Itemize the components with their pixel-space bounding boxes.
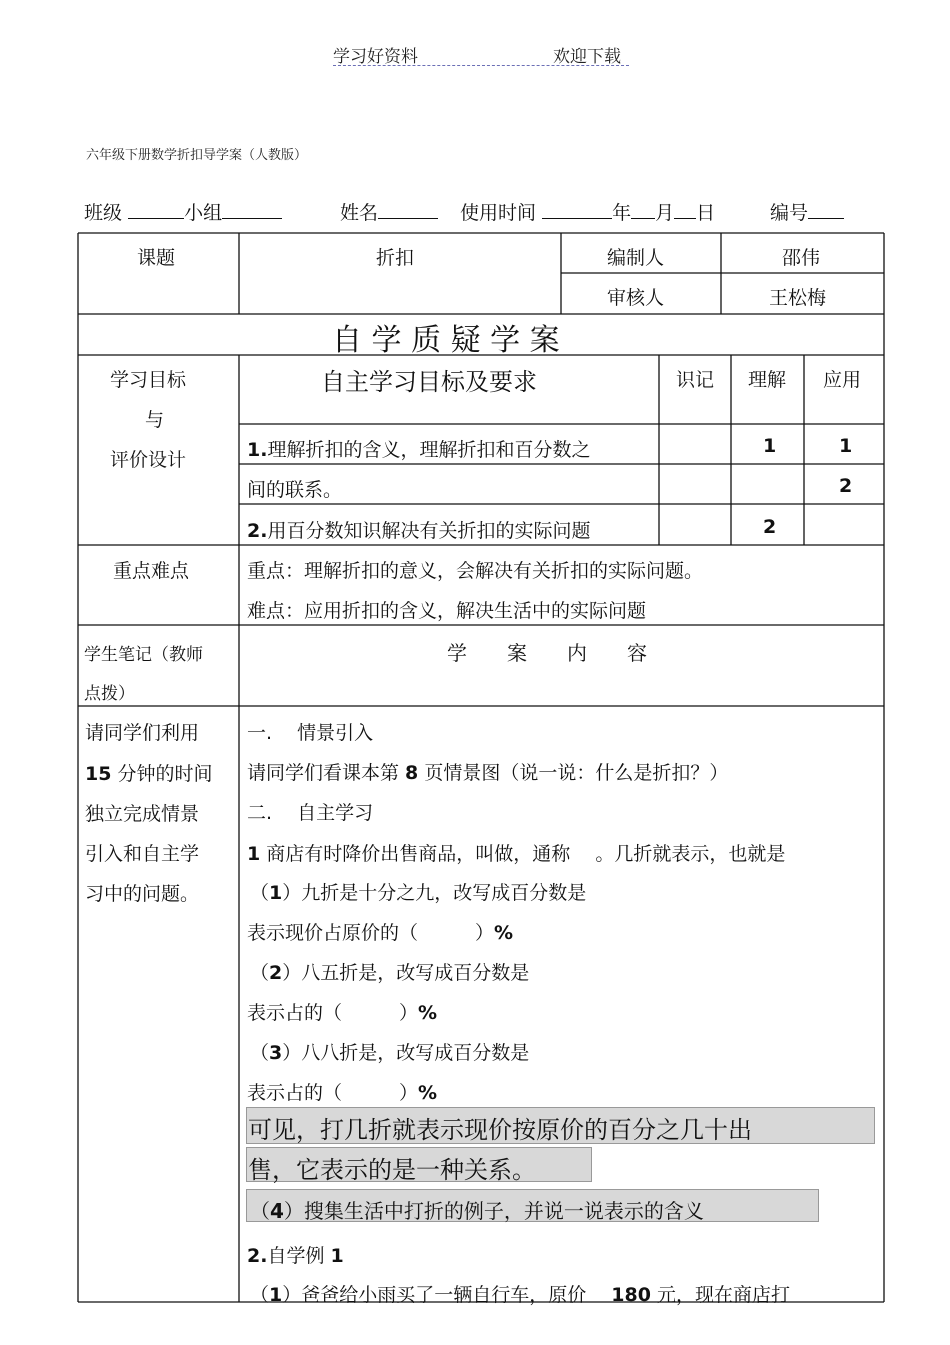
- q4-text: ）搜集生活中打折的例子，并说一说表示的含义: [283, 1199, 704, 1223]
- side-note-1: 请同学们利用: [85, 722, 200, 744]
- paragraph-1-text: 商店有时降价出售商品，叫做，通称 。几折就表示，也就是: [260, 843, 786, 865]
- key-point: 重点：理解折扣的意义，会解决有关折扣的实际问题。: [247, 560, 704, 582]
- side-note-2-text: 分钟的时间: [111, 763, 213, 785]
- day-label: 日: [696, 202, 716, 224]
- q1-num: 1: [269, 882, 283, 904]
- goal-1-line-2: 间的联系。: [247, 479, 343, 501]
- goal-2: [247, 516, 590, 543]
- year-label: 年: [612, 202, 632, 224]
- q4-open: （: [250, 1199, 270, 1223]
- highlight-box-2: [246, 1147, 592, 1182]
- question-4: [250, 1195, 704, 1224]
- goals-label-1: 学习目标: [110, 369, 187, 391]
- goal-2-understand: 2: [763, 516, 777, 538]
- name-label: 姓名: [340, 202, 379, 224]
- ex1-open: （: [250, 1284, 270, 1306]
- example-text: 自学例: [267, 1245, 331, 1267]
- goal-2-num: 2.: [247, 520, 268, 542]
- notes-label-2: 点拨）: [84, 684, 135, 704]
- example-1-text: [250, 1280, 790, 1307]
- goal-1-line-1: [247, 435, 590, 462]
- question-3: [250, 1038, 529, 1065]
- q2-num: 2: [269, 962, 283, 984]
- time-label: 使用时间: [460, 202, 537, 224]
- paragraph-1-num: 1: [247, 843, 261, 865]
- question-2-line-2: [247, 998, 437, 1025]
- key-label: 重点难点: [113, 560, 190, 582]
- q3-line2-text: 表示占的（ ）: [247, 1082, 419, 1104]
- number-label: 编号: [770, 202, 809, 224]
- question-2: [250, 958, 529, 985]
- q2-text: ）八五折是，改写成百分数是: [282, 962, 530, 984]
- q2-open: （: [250, 962, 270, 984]
- q2-line2-text: 表示占的（ ）: [247, 1002, 419, 1024]
- header-right: 欢迎下载: [553, 47, 621, 67]
- q1-text: ）九折是十分之九，改写成百分数是: [282, 882, 587, 904]
- col-understand: 理解: [748, 369, 787, 391]
- ex1-price: 180: [611, 1284, 651, 1306]
- topic-label: 课题: [137, 247, 176, 269]
- example-number: 1: [330, 1245, 344, 1267]
- content-title: 学 案 内 容: [447, 641, 647, 665]
- goal-1-understand: 1: [763, 435, 777, 457]
- highlight-line-2: 售，它表示的是一种关系。: [248, 1156, 536, 1184]
- q2-pct: %: [418, 1002, 438, 1024]
- question-1: [250, 878, 586, 905]
- question-3-line-2: [247, 1078, 437, 1105]
- col-apply: 应用: [823, 369, 862, 391]
- side-note-5: 习中的问题。: [85, 883, 200, 905]
- side-note-2: [85, 759, 213, 786]
- q1-open: （: [250, 882, 270, 904]
- highlight-box-1: [246, 1107, 875, 1144]
- group-label: 小组: [184, 202, 223, 224]
- notes-label-1: 学生笔记（教师: [84, 645, 203, 665]
- topic-value: 折扣: [376, 247, 415, 269]
- example-heading: [247, 1241, 344, 1268]
- q4-num: 4: [270, 1199, 284, 1223]
- section-1-page-num: 8: [405, 762, 419, 784]
- q1-line2-text: 表示现价占原价的（ ）: [247, 922, 495, 944]
- question-1-line-2: [247, 918, 513, 945]
- goal-1b-apply: 2: [839, 475, 853, 497]
- ex1-text-b: 元，现在商店打: [650, 1284, 791, 1306]
- reviewer-label: 审核人: [607, 287, 665, 309]
- section-title: 自 学 质 疑 学 案: [332, 323, 560, 358]
- q3-open: （: [250, 1042, 270, 1064]
- goals-header: 自主学习目标及要求: [321, 368, 537, 396]
- ex1-num: 1: [269, 1284, 283, 1306]
- highlight-box-3: [246, 1189, 819, 1222]
- goal-1-apply: 1: [839, 435, 853, 457]
- month-label: 月: [655, 202, 675, 224]
- q1-pct: %: [494, 922, 514, 944]
- goal-1-num: 1.: [247, 439, 268, 461]
- side-note-3: 独立完成情景: [85, 803, 200, 825]
- col-remember: 识记: [676, 369, 715, 391]
- editor-label: 编制人: [607, 247, 665, 269]
- goal-2-text: 用百分数知识解决有关折扣的实际问题: [267, 520, 591, 542]
- q3-num: 3: [269, 1042, 283, 1064]
- class-label: 班级: [84, 202, 123, 224]
- paragraph-1: [247, 839, 785, 866]
- ex1-text-a: ）爸爸给小雨买了一辆自行车，原价: [282, 1284, 612, 1306]
- goals-label-3: 评价设计: [110, 449, 187, 471]
- section-1-body-b: 页情景图（说一说：什么是折扣？）: [418, 762, 729, 784]
- example-num: 2.: [247, 1245, 268, 1267]
- goals-label-2: 与: [145, 409, 165, 431]
- goal-1-text: 理解折扣的含义，理解折扣和百分数之: [267, 439, 591, 461]
- reviewer-value: 王松梅: [769, 287, 827, 309]
- section-1-heading: 一. 情景引入: [247, 722, 374, 744]
- section-1-body: [247, 758, 728, 785]
- q3-pct: %: [418, 1082, 438, 1104]
- section-2-heading: 二. 自主学习: [247, 802, 374, 824]
- header-left: 学习好资料: [333, 47, 418, 67]
- difficult-point: 难点：应用折扣的含义，解决生活中的实际问题: [247, 600, 647, 622]
- q3-text: ）八八折是，改写成百分数是: [282, 1042, 530, 1064]
- editor-value: 邵伟: [782, 247, 821, 269]
- side-note-minutes: 15: [85, 763, 112, 785]
- document-subtitle: 六年级下册数学折扣导学案（人教版）: [86, 148, 308, 163]
- section-1-body-a: 请同学们看课本第: [247, 762, 406, 784]
- highlight-line-1: 可见，打几折就表示现价按原价的百分之几十出: [248, 1116, 752, 1144]
- side-note-4: 引入和自主学: [85, 843, 200, 865]
